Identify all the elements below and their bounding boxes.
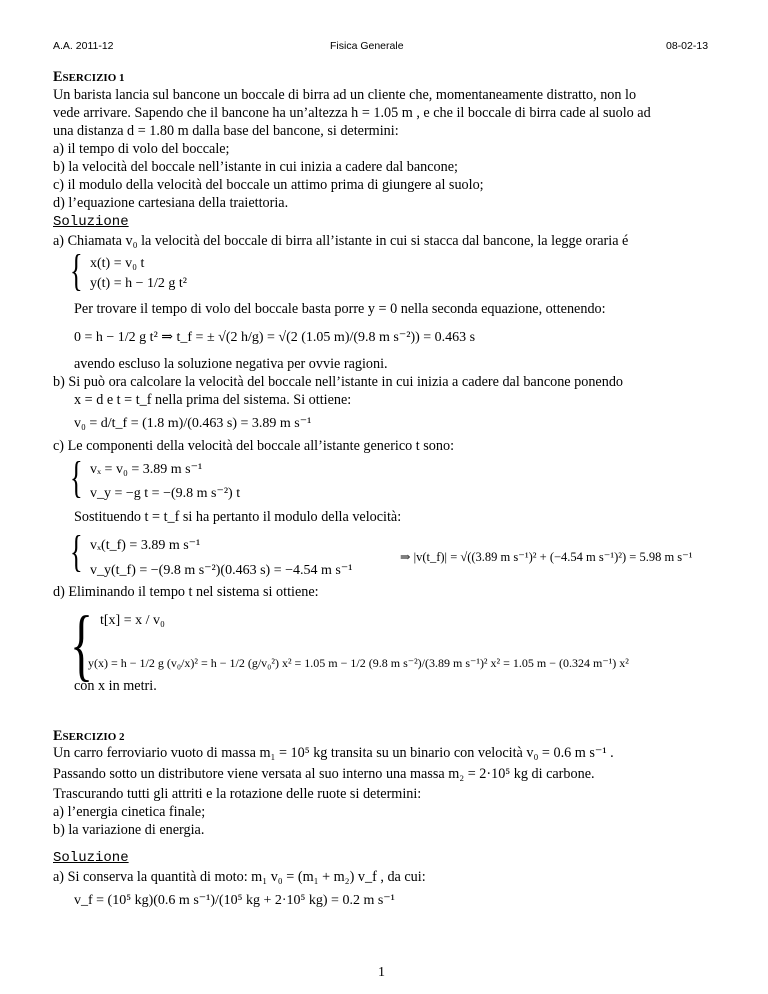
solution-1a-text: Per trovare il tempo di volo del boccale basta porre y = 0 nella seconda equazione, ottenendo:	[74, 301, 606, 317]
solution-1c-text: c) Le componenti della velocità del boccale all’istante generico t sono:	[53, 438, 455, 454]
equation-velocity-modulus: ⇒ |v(t_f)| = √((3.89 m s⁻¹)² + (−4.54 m s⁻¹)²) = 5.98 m s⁻¹	[400, 550, 693, 564]
exercise-2-question-a: a) l’energia cinetica finale;	[53, 804, 206, 820]
system-brace: {	[70, 601, 94, 689]
exercise-1-text-line: una distanza d = 1.80 m dalla base del bancone, si determini:	[53, 123, 399, 139]
equation-initial-velocity: v₀ = d/t_f = (1.8 m)/(0.463 s) = 3.89 m s⁻¹	[74, 416, 312, 431]
equation-final-velocity: v_f = (10⁵ kg)(0.6 m s⁻¹)/(10⁵ kg + 2·10⁵ kg) = 0.2 m s⁻¹	[74, 893, 395, 908]
solution-1d-text: d) Eliminando il tempo t nel sistema si ottiene:	[53, 584, 319, 600]
exercise-1-question-d: d) l’equazione cartesiana della traiettoria.	[53, 195, 289, 211]
solution-2-label: Soluzione	[53, 850, 129, 866]
header-date: 08-02-13	[666, 40, 709, 52]
exercise-2-title: ESERCIZIO 2	[53, 728, 125, 744]
solution-2a-text: a) Si conserva la quantità di moto: m₁ v₀ = (m₁ + m₂) v_f , da cui:	[53, 869, 426, 885]
page-number: 1	[378, 965, 385, 980]
exercise-1-question-b: b) la velocità del boccale nell’istante in cui inizia a cadere dal bancone;	[53, 159, 458, 175]
system-brace: {	[70, 527, 83, 576]
exercise-1-text-line: Un barista lancia sul bancone un boccale di birra ad un cliente che, momentaneamente distratto, non lo	[53, 87, 637, 103]
equation-t-of-x: t[x] = x / v₀	[100, 613, 165, 628]
equation-vx-tf: vₓ(t_f) = 3.89 m s⁻¹	[90, 538, 201, 553]
solution-1-label: Soluzione	[53, 214, 129, 230]
solution-1d-note: con x in metri.	[74, 678, 157, 694]
equation-vx: vₓ = v₀ = 3.89 m s⁻¹	[90, 462, 203, 477]
exercise-2-text-line: Un carro ferroviario vuoto di massa m₁ = 10⁵ kg transita su un binario con velocità v₀ = 0.6 m s⁻¹ .	[53, 745, 614, 761]
exercise-2-text-line: Passando sotto un distributore viene versata al suo interno una massa m₂ = 2·10⁵ kg di carbone.	[53, 766, 595, 782]
header-course-year: A.A. 2011-12	[53, 40, 114, 52]
exercise-1-question-c: c) il modulo della velocità del boccale un attimo prima di giungere al suolo;	[53, 177, 484, 193]
exercise-1-text-line: vede arrivare. Sapendo che il bancone ha un’altezza h = 1.05 m , e che il boccale di birra cade al suolo ad	[53, 105, 651, 121]
system-brace: {	[70, 453, 83, 502]
solution-1c-text2: Sostituendo t = t_f si ha pertanto il modulo della velocità:	[74, 509, 402, 525]
equation-vy: v_y = −g t = −(9.8 m s⁻²) t	[90, 486, 241, 501]
equation-x-t: x(t) = v₀ t	[90, 256, 145, 271]
exercise-1-title: ESERCIZIO 1	[53, 69, 125, 85]
system-brace: {	[70, 246, 83, 295]
equation-trajectory: y(x) = h − 1/2 g (v₀/x)² = h − 1/2 (g/v₀²) x² = 1.05 m − 1/2 (9.8 m s⁻²)/(3.89 m s⁻¹)² x² = 1.05 m − (0.324 m⁻¹) x²	[88, 656, 629, 670]
exercise-2-question-b: b) la variazione di energia.	[53, 822, 205, 838]
solution-1a-intro: a) Chiamata v₀ la velocità del boccale di birra all’istante in cui si stacca dal bancone, la legge oraria é	[53, 233, 629, 249]
solution-1b-text: x = d e t = t_f nella prima del sistema. Si ottiene:	[74, 392, 352, 408]
equation-vy-tf: v_y(t_f) = −(9.8 m s⁻²)(0.463 s) = −4.54 m s⁻¹	[90, 563, 353, 578]
equation-y-t: y(t) = h − 1/2 g t²	[90, 276, 187, 291]
header-subject: Fisica Generale	[330, 40, 404, 52]
exercise-1-question-a: a) il tempo di volo del boccale;	[53, 141, 230, 157]
solution-1a-note: avendo escluso la soluzione negativa per ovvie ragioni.	[74, 356, 388, 372]
equation-flight-time: 0 = h − 1/2 g t² ⇒ t_f = ± √(2 h/g) = √(2 (1.05 m)/(9.8 m s⁻²)) = 0.463 s	[74, 330, 476, 345]
exercise-2-text-line: Trascurando tutti gli attriti e la rotazione delle ruote si determini:	[53, 786, 422, 802]
solution-1b-text: b) Si può ora calcolare la velocità del boccale nell’istante in cui inizia a cadere dal bancone ponendo	[53, 374, 624, 390]
